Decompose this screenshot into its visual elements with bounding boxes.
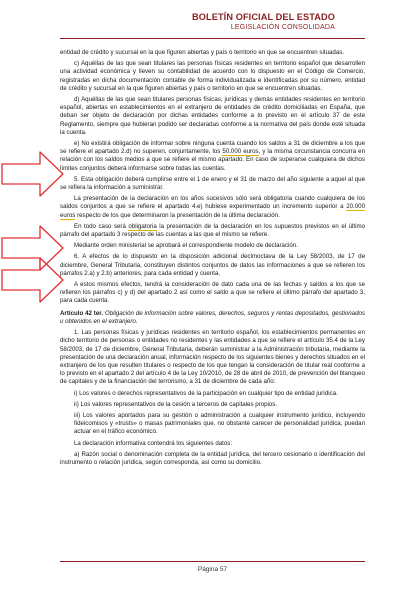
body-paragraph: A estos mismos efectos, tendrá la consideración de dato cada una de las fechas y saldos a los que se refieren los párrafos c) y d) del apartado 2 así como el saldo a que se refiere el último párrafo del apartado 3, para cada cuenta. — [60, 281, 365, 305]
article-paragraph: 1. Las personas físicas y jurídicas residentes en territorio español, los establecimientos permanentes en dicho territorio de personas o entidades no residentes y las entidades a que se refiere el artículo 35.4 de la Ley 58/2003, de 17 de diciembre, General Tributaria, deberán suministrar a la Administración tributaria, mediante la presentación de una declaración anual, información respecto de los siguientes bienes y derechos situados en el extranjero de los que resulten titulares o respecto de los que tengan la consideración de titular real conforme a lo previsto en el apartado 2 del artículo 4 de la Ley 10/2010, de 28 de abril de 2010, de prevención del blanqueo de capitales y de la financiación del terrorismo, a 31 de diciembre de cada año: — [60, 329, 365, 386]
highlighted-amount: 50.000 euros — [222, 148, 259, 156]
body-paragraph-presentation: La presentación de la declaración en los años sucesivos sólo será obligatoria cuando cualquiera de los saldos conjuntos a que se refiere el apartado 4.e) hubiese experimentado un incremento superior a 20.000 euros respecto de los que determinaron la presentación de la última declaración. — [60, 195, 365, 219]
footer-divider — [60, 561, 365, 562]
body-paragraph: entidad de crédito y sucursal en la que figuren abiertas y país o territorio en que se encuentren situadas. — [60, 49, 345, 56]
article-list-item: iii) Los valores aportados para su gestión o administración a cualquier instrumento jurídico, incluyendo fideicomisos y «trusts» o masas patrimoniales que, no obstante carecer de personalidad jurídica, puedan actuar en el tráfico económico. — [74, 411, 365, 436]
article-heading — [60, 310, 365, 326]
annotation-arrow-icon — [0, 254, 66, 306]
article-number: Artículo 42 ter. — [60, 309, 103, 317]
annotation-arrow-icon — [0, 148, 66, 200]
article-name: Obligación de información sobre valores, derechos, seguros y rentas depositados, gestionados u obtenidos en el extranjero. — [60, 309, 365, 325]
page-number: Página 57 — [197, 566, 228, 573]
body-paragraph: c) Aquéllas de las que sean titulares las personas físicas residentes en territorio español que desarrollen una actividad económica y lleven su contabilidad de acuerdo con lo dispuesto en el Código de Comercio, registradas en dicha documentación contable de forma individualizada e identificadas por su número, entidad de crédito y sucursal en la que figuren abiertas y país o territorio en que se encuentren situadas. — [60, 60, 365, 92]
article-paragraph: La declaración informativa contendrá los siguientes datos: — [74, 439, 233, 447]
article-list-item: ii) Los valores representativos de la cesión a terceros de capitales propios. — [74, 400, 278, 408]
highlighted-amount: 20.000 euros — [60, 203, 365, 219]
body-paragraph: d) Aquéllas de las que sean titulares personas físicas, jurídicas y demás entidades residentes en territorio español, abiertas en establecimientos en el extranjero de entidades de crédito domiciliadas en España, que deban ser objeto de declaración por dichas entidades conforme a lo previsto en el artículo 37 de este Reglamento, siempre que hubieran podido ser declaradas conforme a la normativa del país donde esté situada la cuenta. — [60, 96, 365, 136]
body-paragraph-e: e) No existirá obligación de informar sobre ninguna cuenta cuando los saldos a 31 de diciembre a los que se refiere el apartado 2.d) no superen, conjuntamente, los 50.000 euros, y la misma circunstancia concurra en relación con los saldos medios a que se refiere el mismo apartado. En caso de superarse cualquiera de dichos límites conjuntos deberá informarse sobre todas las cuentas. — [60, 140, 365, 172]
body-paragraph: Mediante orden ministerial se aprobará el correspondiente modelo de declaración. — [74, 242, 298, 250]
body-paragraph: 6. A efectos de lo dispuesto en la disposición adicional decimoctava de la Ley 58/2003, de 17 de diciembre, General Tributaria, constituyen distintos conjuntos de datos las informaciones a que se refieren los párrafos 2.a) y 2.b) anteriores, para cada entidad y cuenta. — [60, 253, 365, 277]
article-list-item: i) Los valores o derechos representativos de la participación en cualquier tipo de entidad jurídica. — [74, 389, 338, 397]
highlighted-word: obligatoria — [128, 222, 157, 230]
body-paragraph-obligation: En todo caso será obligatoria la presentación de la declaración en los supuestos previstos en el último párrafo del apartado 3 respecto de las cuentas a las que el mismo se refiere. — [60, 222, 365, 239]
page-header — [0, 0, 420, 44]
gazette-title: BOLETÍN OFICIAL DEL ESTADO — [192, 12, 335, 22]
article-paragraph: a) Razón social o denominación completa de la entidad jurídica, del tercero cesionario o identificación del instrumento o relación jurídica, según corresponda, así como su domicilio. — [60, 450, 365, 466]
header-divider — [60, 38, 365, 39]
document-body — [60, 49, 365, 549]
gazette-subtitle: LEGISLACIÓN CONSOLIDADA — [230, 24, 335, 31]
body-paragraph: 5. Esta obligación deberá cumplirse entre el 1 de enero y el 31 de marzo del año siguiente a aquel al que se refiera la información a suministrar. — [60, 175, 365, 192]
